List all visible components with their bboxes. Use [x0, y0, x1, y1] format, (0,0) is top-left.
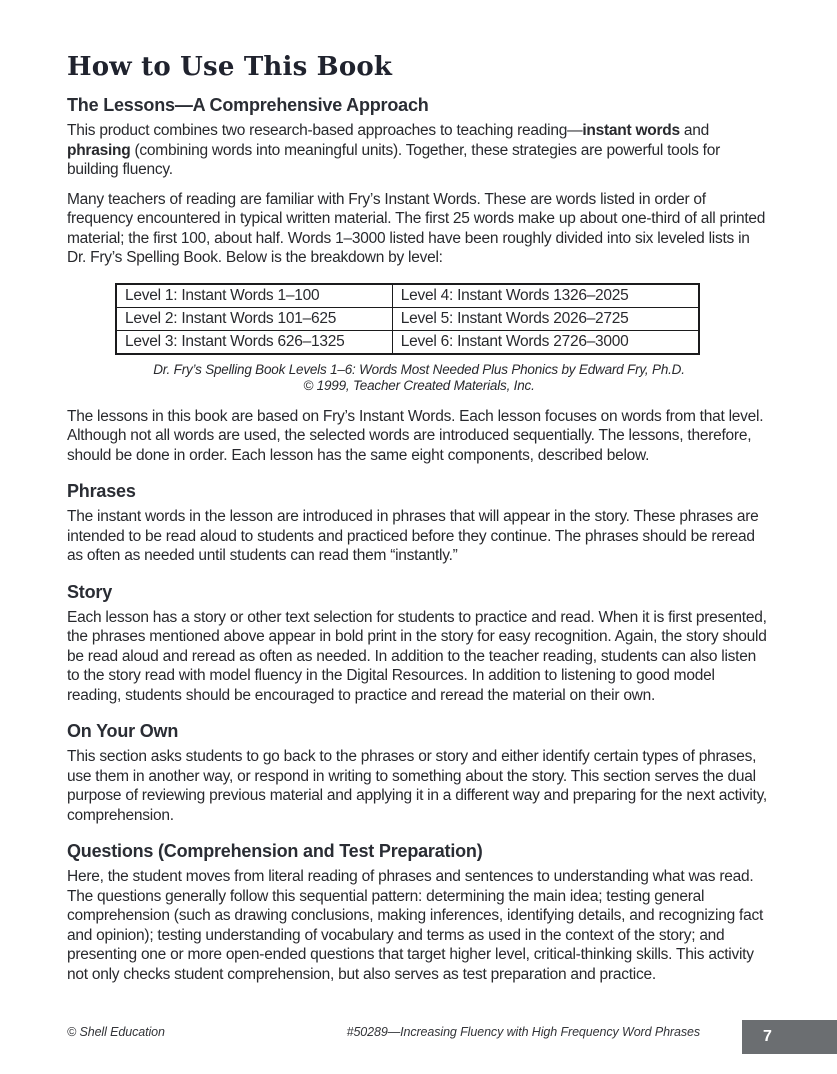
table-caption-line-2: © 1999, Teacher Created Materials, Inc.	[303, 378, 535, 393]
page-number-badge: 7	[742, 1020, 837, 1054]
paragraph-phrases: The instant words in the lesson are introduced in phrases that will appear in the story. These phrases are intended to be read aloud to students and practiced before they continue. The phrases should be reread as often as needed until students can read them “instantly.”	[67, 508, 759, 564]
table-row	[116, 284, 699, 308]
table-cell: Level 2: Instant Words 101–625	[116, 307, 392, 330]
table-cell: Level 4: Instant Words 1326–2025	[392, 284, 699, 308]
page-title: How to Use This Book	[67, 52, 393, 82]
section-heading-story: Story	[67, 581, 113, 602]
table-row	[116, 307, 699, 330]
footer-book-id: #50289—Increasing Fluency with High Frequency Word Phrases	[346, 1025, 700, 1039]
section-heading-phrases: Phrases	[67, 481, 136, 501]
table-cell: Level 3: Instant Words 626–1325	[116, 330, 392, 354]
paragraph-questions: Here, the student moves from literal reading of phrases and sentences to understanding what was read. The questions generally follow this sequential pattern: determining the main idea; testing general comprehension (such as drawing conclusions, making inferences, identifying details, and recognizing fact and opinion); testing understanding of vocabulary and terms as used in the context of the story; and presenting one or more open-ended questions that target higher level, critical-thinking skills. This activity not only checks student comprehension, but also serves as test preparation and practice.	[67, 868, 764, 983]
paragraph-story: Each lesson has a story or other text selection for students to practice and read. When it is first presented, the phrases mentioned above appear in bold print in the story for easy recognition. Again, the story should be read aloud and reread as often as needed. In addition to the teacher reading, students can also listen to the story read with model fluency in the Digital Resources. In addition to listening to good model reading, students should be encouraged to practice and reread the material on their own.	[67, 608, 767, 704]
table-caption	[67, 362, 771, 395]
table-cell: Level 1: Instant Words 1–100	[116, 284, 392, 308]
table-cell: Level 5: Instant Words 2026–2725	[392, 307, 699, 330]
footer-copyright: © Shell Education	[67, 1025, 165, 1039]
table-caption-line-1: Dr. Fry’s Spelling Book Levels 1–6: Words Most Needed Plus Phonics by Edward Fry, Ph.D.	[153, 361, 685, 377]
section-heading-questions: Questions (Comprehension and Test Preparation)	[67, 841, 483, 861]
section-heading-lessons: The Lessons—A Comprehensive Approach	[67, 95, 429, 115]
levels-table	[115, 283, 700, 355]
paragraph-on-your-own: This section asks students to go back to the phrases or story and either identify certain types of phrases, use them in another way, or respond in writing to something about the story. This section serves the dual purpose of reviewing previous material and applying it in a different way and preparing for the next activity, comprehension.	[67, 748, 767, 824]
section-heading-on-your-own: On Your Own	[67, 721, 179, 741]
page-footer	[67, 1025, 771, 1045]
page-content	[67, 52, 771, 994]
paragraph-intro-2: Many teachers of reading are familiar with Fry’s Instant Words. These are words listed in order of frequency encountered in typical written material. The first 25 words make up about one-third of all printed material; the first 100, about half. Words 1–3000 listed have been roughly divided into six leveled lists in Dr. Fry’s Spelling Book. Below is the breakdown by level:	[67, 190, 766, 266]
paragraph-intro-3: The lessons in this book are based on Fry’s Instant Words. Each lesson focuses on words from that level. Although not all words are used, the selected words are introduced sequentially. The lessons, therefore, should be done in order. Each lesson has the same eight components, described below.	[67, 407, 764, 464]
table-cell: Level 6: Instant Words 2726–3000	[392, 330, 699, 354]
table-row	[116, 330, 699, 354]
paragraph-intro-1: This product combines two research-based approaches to teaching reading—instant words and phrasing (combining words into meaningful units). Together, these strategies are powerful tools for building fluency.	[67, 122, 720, 178]
